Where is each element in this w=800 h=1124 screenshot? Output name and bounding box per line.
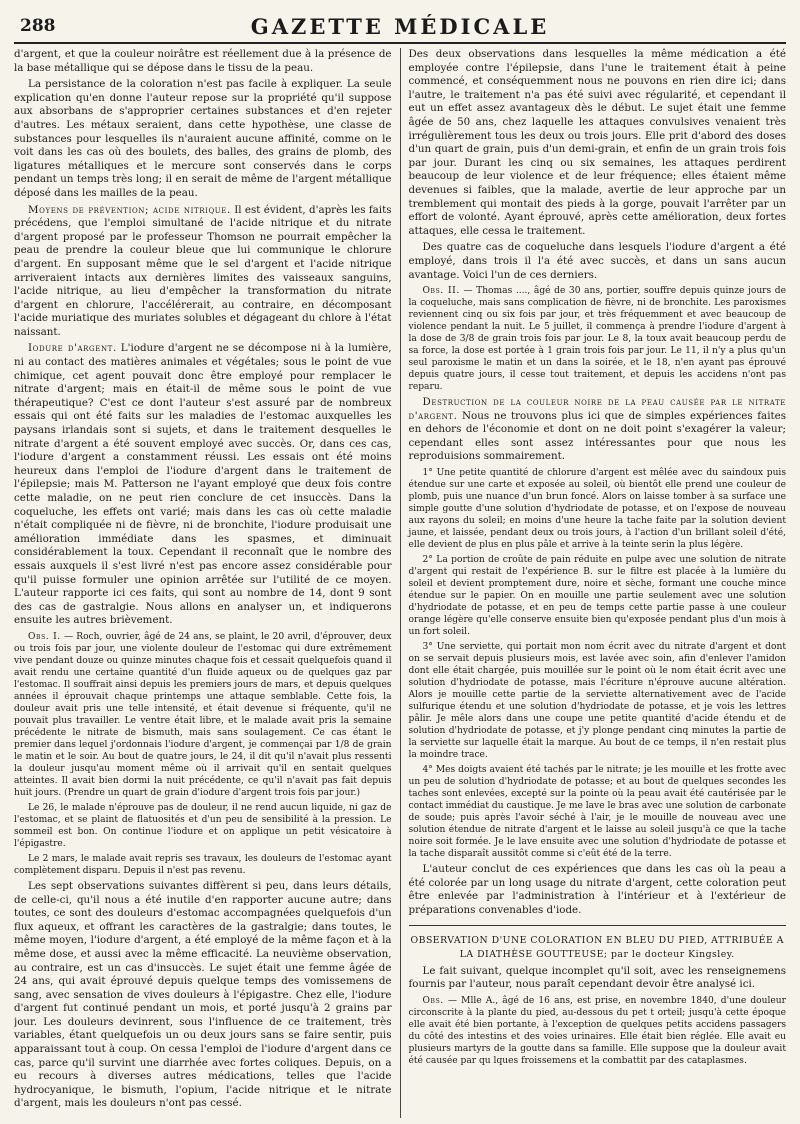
right-column <box>400 48 787 1118</box>
paragraph: d'argent, et que la couleur noirâtre est réellement due à la présence de la base métallique qui se dépose dans le tissu de la peau. <box>14 48 392 74</box>
section-lead: Iodure d'argent. <box>28 342 117 355</box>
page-number: 288 <box>20 16 56 36</box>
experiment: 2° La portion de croûte de pain réduite en pulpe avec une solution de nitrate d'argent qui restait de l'expérience B. sur le filtre est placée à la lumière du soleil et devient promptement dure, noire et sèche, formant une couche mince étendue sur le papier. On en mouille une partie seulement avec une solution d'hydriodate de potasse, et en peu de temps cette partie passe à une couleur orange légère qu'elle conserve ensuite bien qu'exposée pendant plus d'un mois à un fort soleil. <box>408 555 786 638</box>
paragraph-text: L'iodure d'argent ne se décompose ni à la lumière, ni au contact des matières animales et végétales; sous le point de vue chimique, cet agent pouvait donc être employé pour remplacer le nitrate d'argent; mais en était-il de même sous le point de vue thérapeutique? C'est ce dont l'auteur s'est assuré par de nombreux essais qui ont été faits sur les maladies de l'estomac auxquelles les paysans irlandais sont si sujets, et dans le traitement desquelles le nitrate d'argent a été souvent employé avec succès. Or, dans ces cas, l'iodure d'argent a constamment réussi. Les essais ont été moins heureux dans l'emploi de l'iodure d'argent dans le traitement de l'épilepsie; mais M. Patterson ne l'ayant employé que deux fois contre cette maladie, on ne peut rien conclure de cet insuccès. Dans la coqueluche, les effets ont varié; mais dans les cas où cette maladie n'était compliquée ni de fièvre, ni de bronchite, l'iodure produisait une amélioration immédiate dans les spasmes, et diminuait considérablement la toux. Cependant il reconnaît que le nombre des essais auxquels il s'est livré n'est pas encore assez considérable pour qu'il puisse formuler une opinion arrêtée sur l'utilité de ce moyen. L'auteur rapporte ici ces faits, qui sont au nombre de 14, dont 9 sont des cas de gastralgie. Nous allons en analyser un, et indiquerons ensuite les autres brièvement. <box>14 342 392 627</box>
observation: Le 26, le malade n'éprouve pas de douleur, il ne rend aucun liquide, ni gaz de l'estomac, et se plaint de flatuosités et d'un peu de sensibilité à la pression. Le sommeil est bon. On continue l'iodure et on applique un petit vésicatoire à l'épigastre. <box>14 802 392 849</box>
observation <box>14 631 392 799</box>
observation <box>409 285 787 393</box>
paragraph-text: Il est évident, d'après les faits précédens, que l'emploi simultané de l'acide nitrique et du nitrate d'argent proposé par le professeur Thomson ne pourrait empêcher la peau de prendre la couleur bleue que lui communique le chlorure d'argent. En supposant même que le sel d'argent et l'acide nitrique arriveraient intacts aux dernières limites des vaisseaux sanguins, l'acide nitrique, au lieu d'empêcher la transformation du nitrate d'argent en chlorure, l'accélérerait, au contraire, en décomposant l'acide muriatique des muriates solubles et dégageant du chlore à l'état naissant. <box>14 203 392 338</box>
experiment: 3° Une serviette, qui portait mon nom écrit avec du nitrate d'argent et dont on se servait depuis plusieurs mois, est lavée avec soin, afin d'enlever l'amidon dont elle était chargée, puis mouillée sur le point où le nom était écrit avec une solution d'hydriodate de potasse, mais l'écriture n'éprouve aucune altération. Alors je mouille cette partie de la serviette alternativement avec de l'acide sulfurique étendu et une solution d'hydriodate de potasse, et je vois les lettres pâlir. Je mêle alors dans une coupe une petite quantité d'acide étendu et de solution d'hydriodate de potasse, et j'y plonge pendant cinq minutes la partie de la serviette sur laquelle était la marque. Au bout de ce temps, il n'en restait plus la moindre trace. <box>408 642 786 761</box>
section-lead: Destruction de la couleur noire de la peau causée par le nitrate d'argent. <box>408 396 786 422</box>
section-lead: Moyens de prévention; acide nitrique. <box>28 203 231 216</box>
paragraph <box>14 204 392 340</box>
left-column <box>14 48 400 1118</box>
paragraph: Des quatre cas de coqueluche dans lesquels l'iodure d'argent a été employé, dans trois il l'a été avec succès, et dans un sans aucun avantage. Voici l'un de ces derniers. <box>408 241 786 281</box>
paragraph-text: Nous ne trouvons plus ici que de simples expériences faites en dehors de l'économie et dont on ne doit point s'exagérer la valeur; cependant elles sont assez intéressantes pour que nous les reproduisions sommairement. <box>408 409 786 463</box>
observation-lead: Obs. II. <box>422 286 460 297</box>
paragraph: L'auteur conclut de ces expériences que dans les cas où la peau a été colorée par un long usage du nitrate d'argent, cette coloration peut être enlevée par l'administration à l'intérieur et à l'extérieur de préparations convenables d'iode. <box>408 863 786 916</box>
paragraph: Des deux observations dans lesquelles la même médication a été employée contre l'épilepsie, dans l'une le traitement était à peine commencé, et conséquemment nous ne pouvons en rien dire ici; dans l'autre, le traitement n'a pas été suivi avec régularité, et cependant il eut un effet assez avantageux dès le début. Le sujet était une femme âgée de 50 ans, chez laquelle les attaques convulsives venaient très irrégulièrement tous les deux ou trois jours. Elle prit d'abord des doses d'un quart de grain, puis d'un demi-grain, et enfin de un grain trois fois par jour. Durant les cinq ou six semaines, les attaques perdirent beaucoup de leur violence et de leur fréquence; elles étaient même devenues si faibles, que la malade, avertie de leur approche par un tremblement qui montait des pieds à la gorge, pouvait l'arrêter par un effort de volonté. Ayant éprouvé, après cette amélioration, deux fortes attaques, elle cessa le traitement. <box>408 48 786 237</box>
paragraph <box>14 342 392 627</box>
observation-lead: Obs. I. <box>28 631 61 642</box>
two-column-body <box>14 48 786 1118</box>
experiment: 1° Une petite quantité de chlorure d'argent est mêlée avec du saindoux puis étendue sur une carte et exposée au soleil, où bientôt elle prend une couleur de plomb, puis une nuance d'un brun foncé. Alors on laisse tomber à sa surface une simple goutte d'une solution d'hydriodate de potasse, et on l'expose de nouveau aux rayons du soleil; en moins d'une heure la tache faite par la solution devient jaune, et laissée, pendant deux ou trois jours, à l'action d'un brillant soleil d'été, elle devient de plus en plus pâle et arrive à la teinte serin la plus légère. <box>408 468 786 551</box>
paragraph: Le fait suivant, quelque incomplet qu'il soit, avec les renseignemens fournis par l'auteur, nous paraît cependant devoir être analysé ici. <box>408 964 786 991</box>
observation-lead: Obs. <box>422 995 444 1006</box>
page-header <box>14 12 786 44</box>
paragraph <box>409 396 787 464</box>
observation-text: — Roch, ouvrier, âgé de 24 ans, se plaint, le 20 avril, d'éprouver, deux ou trois fois par jour, une violente douleur de l'estomac qui dure extrêmement vive pendant douze ou quinze minutes chaque fois et cessait quelquefois quand il avait rendu une certaine quantité d'un fluide aqueux ou de quelques gaz par l'estomac. Il souffrait ainsi depuis les premiers jours de mars, et depuis quelques années il éprouvait chaque printemps une attaque semblable. Cette fois, la douleur avait pris une telle intensité, et était devenue si fréquente, qu'il ne pouvait plus travailler. Le ventre était libre, et le malade avait pris la semaine précédente le nitrate de bismuth, mais sans soulagement. Ce cas étant le premier dans lequel j'ordonnais l'iodure d'argent, je commençai par 1/8 de grain le matin et le soir. Au bout de quatre jours, le 24, il dit qu'il n'avait plus ressenti la douleur jusqu'au moment même où il arrivait qu'il en sentait quelques atteintes. Il avait bien dormi la nuit précédente, ce qu'il n'avait pas fait depuis huit jours. (Prendre un quart de grain d'iodure d'argent trois fois par jour.) <box>14 631 392 798</box>
journal-title: GAZETTE MÉDICALE <box>250 14 550 39</box>
observation <box>409 995 787 1067</box>
experiment: 4° Mes doigts avaient été tachés par le nitrate; je les mouille et les frotte avec un peu de solution d'hydriodate de potasse; et au bout de quelques secondes les taches sont enlevées, excepté sur la pointe où la peau avait été cautérisée par le contact immédiat du caustique. Je me lave le bras avec une solution de carbonate de soude; puis après l'avoir séché à l'air, je le mouille de nouveau avec une solution étendue de nitrate d'argent et le laisse au soleil jusqu'à ce que la tache noire soit formée. Je le lave ensuite avec une solution d'hydriodate de potasse et la tache disparaît aussitôt comme si c'eût été de la terre. <box>408 765 786 860</box>
section-heading: OBSERVATION D'UNE COLORATION EN BLEU DU PIED, ATTRIBUÉE A LA DIATHÈSE GOUTTEUSE; par le docteur Kingsley. <box>410 935 784 961</box>
observation-text: — Mlle A., âgé de 16 ans, est prise, en novembre 1840, d'une douleur circonscrite à la plante du pied, au-dessous du pet t orteil; jusqu'à cette époque elle avait été bien portante, à l'exception de quelques petits accidens passagers du côté des intestins et des voies urinaires. Elle était bien réglée. Elle avait eu plusieurs martyrs de la goutte dans sa famille. Elle suppose que la douleur avait été causée par qu lques froissemens et la combattit par des cataplasmes. <box>408 995 786 1066</box>
section-divider <box>409 925 787 926</box>
paragraph: Les sept observations suivantes diffèrent si peu, dans leurs détails, de celle-ci, qu'il nous a été inutile d'en rapporter aucune autre; dans toutes, ce sont des douleurs d'estomac accompagnées quelquefois d'un flux aqueux, et offrant les caractères de la gastralgie; dans toutes, le même moyen, l'iodure d'argent, a été employé de la même façon et à la même dose, et aussi avec la même efficacité. La neuvième observation, au contraire, est un cas d'insuccès. Le sujet était une femme âgée de 24 ans, qui avait éprouvé depuis quelque temps des vomissemens de sang, avec sensation de vives douleurs à l'épigastre. Chez elle, l'iodure d'argent fut continué pendant un mois, et porté jusqu'à 2 grains par jour. Les douleurs devinrent, sous l'influence de ce traitement, très variables, étant quelquefois un ou deux jours sans se faire sentir, puis apparaissant tout à coup. On cessa l'emploi de l'iodure d'argent dans ce cas, parce qu'il survint une diarrhée avec fortes coliques. Depuis, on a eu recours à diverses autres médications, telles que l'acide hydrocyanique, le bismuth, l'opium, l'acide nitrique et le nitrate d'argent, mais les douleurs n'ont pas cessé. <box>14 879 392 1110</box>
observation: Le 2 mars, le malade avait repris ses travaux, les douleurs de l'estomac ayant complètement disparu. Depuis il n'est pas revenu. <box>14 853 392 876</box>
paragraph: La persistance de la coloration n'est pas facile à expliquer. La seule explication qu'en donne l'auteur repose sur la propriété qu'il suppose aux absorbans de s'approprier certaines substances et d'en rejeter d'autres. Les métaux seraient, dans cette hypothèse, une classe de substances pour lesquelles ils n'auraient aucune affinité, comme on le voit dans les cas où des boulets, des balles, des grains de plomb, des ligatures métalliques et le mercure sont conservés dans le corps pendant un temps très long; il en serait de même de l'argent métallique déposé dans les mailles de la peau. <box>14 78 392 199</box>
observation-text: — Thomas ...., âgé de 30 ans, portier, souffre depuis quinze jours de la coqueluche, mais sans complication de fièvre, ni de bronchite. Les paroxismes reviennent cinq ou six fois par jour, et très fréquemment et avec beaucoup de violence pendant la nuit. Le 5 juillet, il commença à prendre l'iodure d'argent à la dose de 3/8 de grain trois fois par jour. Le 8, la toux avait beaucoup perdu de sa force, la dose est portée à 1 grain trois fois par jour. Le 11, il n'y a plus qu'un seul paroxisme le matin et un dans la soirée, et le 18, n'en ayant pas éprouvé depuis quatre jours, il cesse tout traitement, et depuis les accidens n'ont pas reparu. <box>408 286 786 393</box>
